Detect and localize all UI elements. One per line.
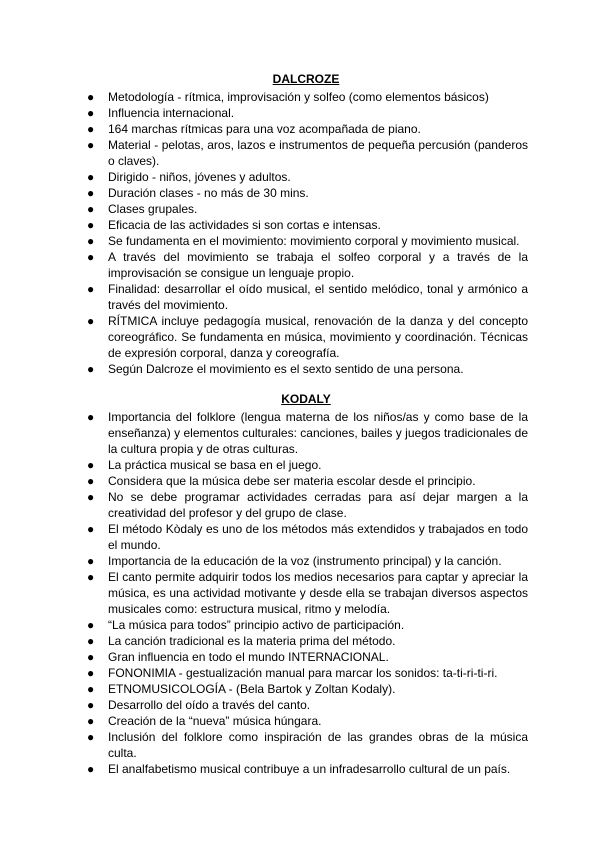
list-item — [84, 361, 528, 377]
dalcroze-heading: DALCROZE — [272, 72, 340, 86]
bullet-icon: ● — [87, 762, 95, 776]
list-item — [84, 473, 528, 489]
list-item-text: Importancia de la educación de la voz (instrumento principal) y la canción. — [108, 554, 502, 568]
list-item — [84, 121, 528, 137]
list-item-text: ETNOMUSICOLOGÍA - (Bela Bartok y Zoltan Kodaly). — [108, 682, 396, 696]
list-item — [84, 729, 528, 761]
list-item-text: No se debe programar actividades cerradas para así dejar margen a la creatividad del profesor y del grupo de clase. — [108, 490, 528, 520]
bullet-icon: ● — [87, 186, 95, 200]
list-item-text: 164 marchas rítmicas para una voz acompañada de piano. — [108, 122, 421, 136]
list-item — [84, 697, 528, 713]
list-item-text: Considera que la música debe ser materia escolar desde el principio. — [108, 474, 476, 488]
bullet-icon: ● — [87, 666, 95, 680]
list-item — [84, 633, 528, 649]
list-item-text: El canto permite adquirir todos los medios necesarios para captar y apreciar la música, es una actividad motivante y desde ella se trabajan diversos aspectos musicales como: estructura musical, ritmo y melodía. — [108, 570, 528, 616]
list-item-text: A través del movimiento se trabaja el solfeo corporal y a través de la improvisación se consigue un lenguaje propio. — [108, 250, 528, 280]
list-item-text: Gran influencia en todo el mundo INTERNACIONAL. — [108, 650, 389, 664]
list-item-text: Finalidad: desarrollar el oído musical, el sentido melódico, tonal y armónico a través del movimiento. — [108, 282, 528, 312]
list-item-text: El analfabetismo musical contribuye a un infradesarrollo cultural de un país. — [108, 762, 511, 776]
bullet-icon: ● — [87, 570, 95, 584]
bullet-icon: ● — [87, 682, 95, 696]
list-item — [84, 137, 528, 169]
list-item — [84, 489, 528, 521]
list-item — [84, 553, 528, 569]
list-item-text: El método Kòdaly es uno de los métodos más extendidos y trabajados en todo el mundo. — [108, 522, 528, 552]
bullet-icon: ● — [87, 650, 95, 664]
bullet-icon: ● — [87, 730, 95, 744]
list-item — [84, 617, 528, 633]
list-item-text: Inclusión del folklore como inspiración de las grandes obras de la música culta. — [108, 730, 528, 760]
bullet-icon: ● — [87, 634, 95, 648]
list-item — [84, 313, 528, 361]
list-item — [84, 713, 528, 729]
list-item — [84, 201, 528, 217]
list-item-text: Metodología - rítmica, improvisación y solfeo (como elementos básicos) — [108, 90, 489, 104]
bullet-icon: ● — [87, 458, 95, 472]
list-item — [84, 761, 528, 777]
kodaly-section — [84, 391, 528, 777]
dalcroze-list — [84, 89, 528, 377]
list-item — [84, 249, 528, 281]
list-item-text: “La música para todos” principio activo de participación. — [108, 618, 405, 632]
list-item — [84, 217, 528, 233]
dalcroze-section — [84, 71, 528, 377]
list-item — [84, 89, 528, 105]
list-item — [84, 281, 528, 313]
bullet-icon: ● — [87, 714, 95, 728]
list-item-text: Duración clases - no más de 30 mins. — [108, 186, 309, 200]
list-item-text: La práctica musical se basa en el juego. — [108, 458, 322, 472]
list-item — [84, 457, 528, 473]
list-item-text: Eficacia de las actividades si son cortas e intensas. — [108, 218, 381, 232]
list-item — [84, 569, 528, 617]
bullet-icon: ● — [87, 410, 95, 424]
list-item-text: Clases grupales. — [108, 202, 198, 216]
list-item — [84, 169, 528, 185]
bullet-icon: ● — [87, 202, 95, 216]
list-item-text: Según Dalcroze el movimiento es el sexto sentido de una persona. — [108, 362, 464, 376]
list-item — [84, 681, 528, 697]
bullet-icon: ● — [87, 250, 95, 264]
bullet-icon: ● — [87, 522, 95, 536]
list-item-text: Se fundamenta en el movimiento: movimiento corporal y movimiento musical. — [108, 234, 520, 248]
list-item-text: La canción tradicional es la materia prima del método. — [108, 634, 396, 648]
bullet-icon: ● — [87, 170, 95, 184]
list-item-text: Creación de la “nueva” música húngara. — [108, 714, 322, 728]
bullet-icon: ● — [87, 218, 95, 232]
bullet-icon: ● — [87, 106, 95, 120]
bullet-icon: ● — [87, 138, 95, 152]
list-item — [84, 105, 528, 121]
list-item — [84, 233, 528, 249]
list-item — [84, 409, 528, 457]
list-item-text: FONONIMIA - gestualización manual para marcar los sonidos: ta-ti-ri-ti-ri. — [108, 666, 498, 680]
bullet-icon: ● — [87, 282, 95, 296]
bullet-icon: ● — [87, 362, 95, 376]
list-item — [84, 665, 528, 681]
bullet-icon: ● — [87, 490, 95, 504]
list-item-text: Dirigido - niños, jóvenes y adultos. — [108, 170, 291, 184]
list-item — [84, 649, 528, 665]
bullet-icon: ● — [87, 618, 95, 632]
list-item — [84, 185, 528, 201]
kodaly-heading: KODALY — [281, 392, 331, 406]
bullet-icon: ● — [87, 698, 95, 712]
bullet-icon: ● — [87, 234, 95, 248]
bullet-icon: ● — [87, 122, 95, 136]
list-item-text: Influencia internacional. — [108, 106, 235, 120]
list-item-text: Material - pelotas, aros, lazos e instrumentos de pequeña percusión (panderos o claves). — [108, 138, 528, 168]
list-item — [84, 521, 528, 553]
bullet-icon: ● — [87, 554, 95, 568]
bullet-icon: ● — [87, 90, 95, 104]
bullet-icon: ● — [87, 474, 95, 488]
bullet-icon: ● — [87, 314, 95, 328]
list-item-text: Importancia del folklore (lengua materna de los niños/as y como base de la enseñanza) y elementos culturales: canciones, bailes y juegos tradicionales de la cultura propia y de otras culturas. — [108, 410, 528, 456]
list-item-text: Desarrollo del oído a través del canto. — [108, 698, 311, 712]
list-item-text: RÍTMICA incluye pedagogía musical, renovación de la danza y del concepto coreográfico. Se fundamenta en música, movimiento y coordinación. Técnicas de expresión corporal, danza y coreografía. — [108, 314, 528, 360]
kodaly-list — [84, 409, 528, 777]
